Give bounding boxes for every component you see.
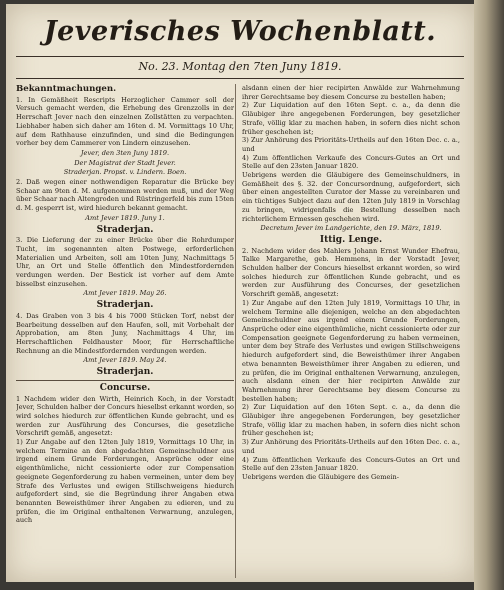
cont-3: 3) Zur Anhörung des Prioritäts-Urtheils auf den 16ten Dec. c. a., und — [242, 136, 460, 153]
cont-4: 4) Zum öffentlichen Verkaufe des Concurs-Gutes an Ort und Stelle auf den 23sten Januar 1820. — [242, 153, 460, 171]
notice-4-sign: Amt Jever 1819. May 24. — [83, 356, 167, 365]
announcements-heading: Bekanntmachungen. — [16, 84, 117, 94]
masthead-rule — [16, 56, 464, 57]
cont-2: 2) Zur Liquidation auf den 16ten Sept. c. a., da denn die Gläubiger ihre angegebenen Forderungen, bey gesetzlicher Strafe, völlig klar zu machen haben, in sofern dies nicht schon früher geschehen ist; — [242, 101, 460, 136]
cont-6-names: Ittig. Lenge. — [319, 234, 383, 245]
concurse-2e: Uebrigens werden die Gläubigere des Gemein- — [242, 472, 399, 481]
concurse-2c: 3) Zur Anhörung des Prioritäts-Urtheils auf den 16ten Dec. c. a., und — [242, 438, 460, 455]
cont-5: Uebrigens werden die Gläubigere des Gemeinschuldners, in Gemäßheit des §. 32. der Concursordnung, aufgefordert, sich über einen angestellten Curator der Masse zu vereinbaren und ein tüchtiges Subject dazu auf den 12ten July 1819 in Vorschlag zu bringen, widrigenfalls die Bestellung desselben nach richterlichem Ermessen geschehen wird. — [242, 171, 460, 223]
newspaper-page — [6, 4, 474, 582]
notice-2-sign: Amt Jever 1819. Juny 1. — [85, 213, 165, 222]
concurse-2a: 1) Zur Angabe auf den 12ten July 1819, Vormittags 10 Uhr, in welchem Termine alle diejenigen, welche an den abgedachten Gemeinschuldner aus irgend einem Grunde Forderungen, Ansprüche oder eine eigenthümliche, nicht cessionierte oder zur Compensation geeignete Gegenforderung zu haben vermeinen, unter dem bey Strafe des Verlustes und ewigen Stillschweigens hiedurch aufgefordert sind, die Beweisthümer ihrer Angaben etwa benannten Beweisthümer ihrer Angaben zu edieren, und zu prüfen, die im Original enthaltenen Verwarnung, anzulegen, auch alsdann einen der hier recipirten Anwälde zur Wahrnehmung ihrer Gerechtsame bey diesem Concurse zu bestellen haben; — [242, 298, 460, 403]
concurse-1a: 1) Zur Angabe auf den 12ten July 1819, Vormittags 10 Uhr, in welchem Termine an den abgedachten Gemeinschuldner aus irgend einem Grunde Forderungen, Ansprüche oder eine eigenthümliche, nicht cessionierte oder zur Compensation geeignete Gegenforderung zu haben vermeinen, unter dem bey Strafe des Verlustes und ewigen Stillschweigens hiedurch aufgefordert sind, sie die Begründung ihrer Angaben etwa benannten Beweisthümer ihrer Angaben zu edieren, und zu prüfen, die im Original enthaltenen Verwarnung, anzulegen, auch — [16, 438, 234, 525]
notice-1: 1. In Gemäßheit Rescripts Herzoglicher Cammer soll der Versuch gemacht werden, die Erhebung des Grenzzolls in der Herrschaft Jever nach den einzelnen Zollstätten zu verpachten. Liebhaber haben sich daher am 16ten d. M. Vormittags 10 Uhr, auf dem Rathhause einzufinden, und sind die Bedingungen vorher bey dem Cammerer von Lindern einzusehen. — [16, 95, 234, 148]
notice-1-names: Straderjan. Propst. v. Lindern. Boen. — [63, 168, 187, 177]
page-edge — [474, 0, 504, 590]
notice-3-name: Straderjan. — [96, 300, 154, 311]
notice-1-sign: Der Magistrat der Stadt Jever. — [74, 158, 176, 167]
concurse-1: 1 Nachdem wider den Wirth, Heinrich Koch, in der Vorstadt Jever, Schulden halber der Concurs hieselbst erkannt worden, so wird solches hiedurch zur öffentlichen Kunde gebracht, und es werden zur Ausführung des Concurses, die gesetzliche Vorschrift gemäß, angesetzt: — [16, 394, 234, 438]
concurse-2: 2. Nachdem wider des Mahlers Johann Ernst Wunder Ehefrau, Talke Margarethe, geb. Hemmens, in der Vorstadt Jever, Schulden halber der Concurs hieselbst erkannt worden, so wird solches hiedurch zur öffentlichen Kunde gebracht, und es werden zur Ausführung des Concurses, der gesetzlichen Vorschrift gemäß, angesetzt: — [242, 246, 460, 299]
concurse-2b: 2) Zur Liquidation auf den 16ten Sept. c. a., da denn die Gläubiger ihre angegebenen Forderungen, bey gesetzlicher Strafe, völlig klar zu machen haben, in sofern dies nicht schon früher geschehen ist; — [242, 403, 460, 438]
issue-rule — [16, 78, 464, 79]
notice-3: 3. Die Lieferung der zu einer Brücke über die Rohrdumper Tucht, im sogenannten alten Postwege, erforderlichen Materialien und Arbeiten, soll am 10ten Juny, Nachmittags 5 Uhr, an Ort und Stelle öffentlich den Mindestfordernden verdungen werden. Der Bestick ist vorher auf dem Amte bisselbst einzusehen. — [16, 236, 234, 288]
notice-4: 4. Das Graben von 3 bis 4 bis 7000 Stücken Torf, nebst der Bearbeitung desselben auf den Haufen, soll, mit Vorbehalt der Approbation, am 8ten Juny, Nachmittags 4 Uhr, im Herrschaftlichen Feldhauster Moor, für Herrschaftliche Rechnung an die Mindestfordernden verdungen werden. — [16, 311, 234, 355]
issue-line: No. 23. Montag den 7ten Juny 1819. — [138, 60, 342, 73]
notice-2-name: Straderjan. — [96, 224, 154, 235]
cont-1: alsdann einen der hier recipirten Anwälde zur Wahrnehmung ihrer Gerechtsame bey diesem Concurse zu bestellen haben; — [242, 84, 460, 101]
concurse-2d: 4) Zum öffentlichen Verkaufe des Concurs-Gutes an Ort und Stelle auf den 23sten Januar 1820. — [242, 455, 460, 473]
notice-4-name: Straderjan. — [96, 367, 154, 378]
notice-2: 2. Daß wegen einer nothwendigen Reparatur die Brücke bey Schaar am 9ten d. M. aufgenommen werden muß, und der Weg über Schaar nach Altengroden und Rüstringerfeld bis zum 15ten d. M. gesperrt ist, wird hiedurch bekannt gemacht. — [16, 178, 234, 213]
column-divider — [235, 84, 236, 578]
cont-6: Decretum Jever im Landgerichte, den 19. März, 1819. — [260, 224, 442, 233]
left-column — [16, 84, 234, 578]
concurse-heading: Concurse. — [99, 382, 151, 393]
section-divider — [16, 380, 234, 381]
masthead-title: Jeverisches Wochenblatt. — [43, 16, 437, 47]
notice-1-date: Jever, den 3ten Juny 1819. — [80, 148, 170, 157]
right-column — [242, 84, 460, 578]
notice-3-sign: Amt Jever 1819. May 26. — [83, 289, 167, 298]
